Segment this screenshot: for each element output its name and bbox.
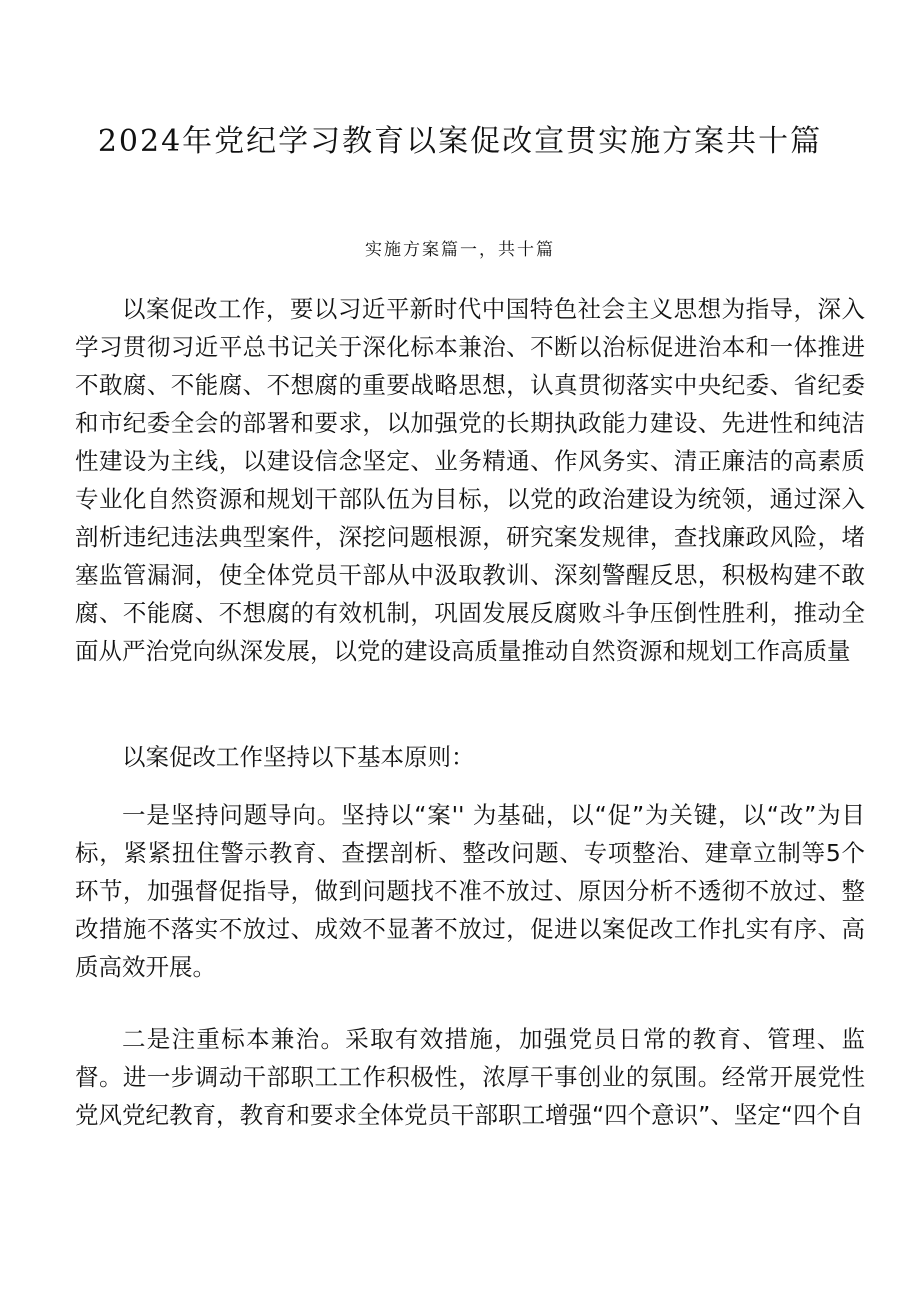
paragraph-intro: 以案促改工作，要以习近平新时代中国特色社会主义思想为指导，深入学习贯彻习近平总书记关于深化标本兼治、不断以治标促进治本和一体推进不敢腐、不能腐、不想腐的重要战略思想，认真贯彻落实中央纪委、省纪委和市纪委全会的部署和要求，以加强党的长期执政能力建设、先进性和纯洁性建设为主线，以建设信念坚定、业务精通、作风务实、清正廉洁的高素质专业化自然资源和规划干部队伍为目标，以党的政治建设为统领，通过深入剖析违纪违法典型案件，深挖问题根源，研究案发规律，查找廉政风险，堵塞监管漏洞，使全体党员干部从中汲取教训、深刻警醒反思，积极构建不敢腐、不能腐、不想腐的有效机制，巩固发展反腐败斗争压倒性胜利，推动全面从严治党向纵深发展，以党的建设高质量推动自然资源和规划工作高质量 — [75, 295, 865, 665]
paragraph-principle-two: 二是注重标本兼治。采取有效措施，加强党员日常的教育、管理、监督。进一步调动干部职工工作积极性，浓厚干事创业的氛围。经常开展党性党风党纪教育，教育和要求全体党员干部职工增强“四个意识”、坚定“四个自 — [75, 1025, 865, 1129]
paragraph-principles-heading: 以案促改工作坚持以下基本原则： — [122, 743, 475, 771]
document-subtitle: 实施方案篇一，共十篇 — [365, 240, 555, 260]
document-title: 2024年党纪学习教育以案促改宣贯实施方案共十篇 — [97, 124, 823, 159]
paragraph-principle-one: 一是坚持问题导向。坚持以“案'' 为基础，以“促”为关键，以“改”为目标，紧紧扭住警示教育、查摆剖析、整改问题、专项整治、建章立制等5个环节，加强督促指导，做到问题找不准不放过、原因分析不透彻不放过、整改措施不落实不放过、成效不显著不放过，促进以案促改工作扎实有序、高质高效开展。 — [75, 801, 865, 981]
